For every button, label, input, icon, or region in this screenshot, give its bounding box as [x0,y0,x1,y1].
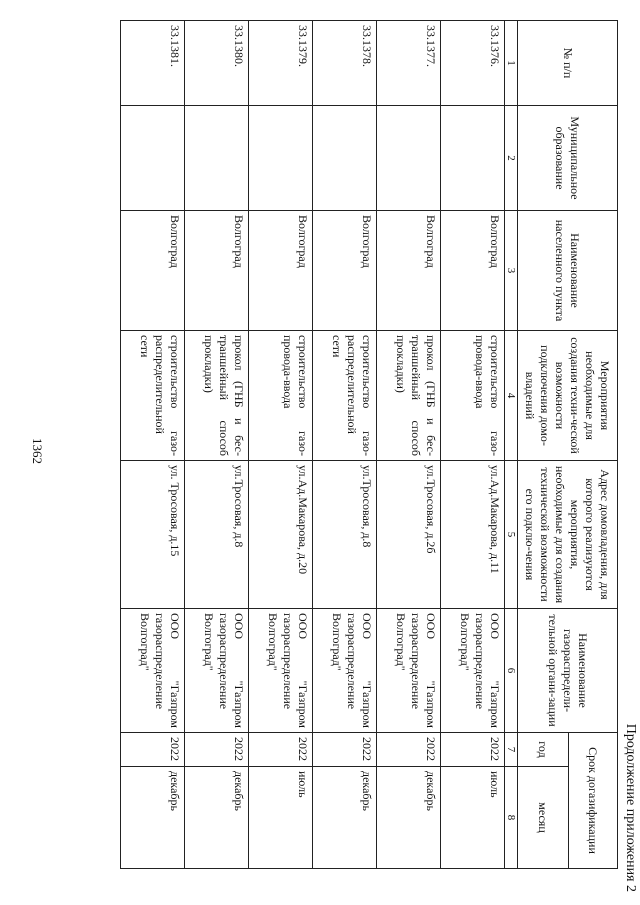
row-num: 33.1381. [121,21,185,106]
row-municipality [377,106,441,211]
row-measures: строительство газо-провода-ввода [441,331,505,461]
table-row [441,21,505,869]
table-row [313,21,377,869]
rotated-page [0,12,640,892]
row-num: 33.1379. [249,21,313,106]
row-org: ООО "Газпром газораспределение Волгоград" [441,609,505,733]
table-row [377,21,441,869]
row-address: ул.Тросовая, д.8 [185,461,249,609]
table-row [185,21,249,869]
row-month: июль [441,767,505,869]
row-year: 2022 [441,733,505,767]
row-org: ООО "Газпром газораспределение Волгоград" [249,609,313,733]
row-municipality [249,106,313,211]
header-org: Наименование газораспредели-тельной органи-зации [518,609,618,733]
row-year: 2022 [313,733,377,767]
column-number: 1 [505,21,518,106]
header-num: № п/п [518,21,618,106]
row-month: июль [249,767,313,869]
row-municipality [441,106,505,211]
table-row [121,21,185,869]
row-settlement: Волгоград [121,211,185,331]
row-municipality [121,106,185,211]
row-settlement: Волгоград [377,211,441,331]
row-address: ул.Тросовая, д.8 [313,461,377,609]
row-measures: прокол (ГНБ и бес-траншейный способ прокладки) [377,331,441,461]
row-address: ул.Ад.Макарова, д.11 [441,461,505,609]
row-num: 33.1376. [441,21,505,106]
column-number: 3 [505,211,518,331]
row-num: 33.1378. [313,21,377,106]
row-org: ООО "Газпром газораспределение Волгоград" [185,609,249,733]
row-address: ул.Ад.Макарова, д.20 [249,461,313,609]
row-org: ООО "Газпром газораспределение Волгоград" [121,609,185,733]
row-measures: строительство газо-распределительной сети [121,331,185,461]
gasification-table [120,20,618,869]
row-month: декабрь [377,767,441,869]
column-number: 4 [505,331,518,461]
header-municipality: Муниципальное образование [518,106,618,211]
header-month: месяц [518,767,569,869]
header-settlement: Наименование населенного пункта [518,211,618,331]
row-year: 2022 [121,733,185,767]
row-month: декабрь [313,767,377,869]
row-year: 2022 [185,733,249,767]
header-measures: Мероприятия необходимые для создания техни-ческой возможности подключения домо-владений [518,331,618,461]
row-month: декабрь [121,767,185,869]
column-numbers-row [505,21,518,869]
row-address: ул.Тросовая, д.2б [377,461,441,609]
row-municipality [185,106,249,211]
row-measures: строительство газо-распределительной сети [313,331,377,461]
column-number: 8 [505,767,518,869]
table-row [249,21,313,869]
row-month: декабрь [185,767,249,869]
page-number: 1362 [30,438,45,464]
row-measures: строительство газо-провода-ввода [249,331,313,461]
column-number: 5 [505,461,518,609]
row-measures: прокол (ГНБ и бес-траншейный способ прокладки) [185,331,249,461]
header-year: год [518,733,569,767]
row-settlement: Волгоград [313,211,377,331]
column-number: 7 [505,733,518,767]
row-settlement: Волгоград [441,211,505,331]
row-num: 33.1380. [185,21,249,106]
row-year: 2022 [249,733,313,767]
row-settlement: Волгоград [249,211,313,331]
row-municipality [313,106,377,211]
row-org: ООО "Газпром газораспределение Волгоград" [313,609,377,733]
header-address: Адрес домовладения, для которого реализуются мероприятия, необходимые для создания технической возможности его подклю-чения [518,461,618,609]
row-address: ул. Тросовая, д.15 [121,461,185,609]
row-settlement: Волгоград [185,211,249,331]
column-number: 6 [505,609,518,733]
column-number: 2 [505,106,518,211]
row-num: 33.1377. [377,21,441,106]
page-title: Продолжение приложения 2 [623,723,638,892]
row-year: 2022 [377,733,441,767]
row-org: ООО "Газпром газораспределение Волгоград" [377,609,441,733]
header-deadline: Срок догазификации [569,733,618,869]
